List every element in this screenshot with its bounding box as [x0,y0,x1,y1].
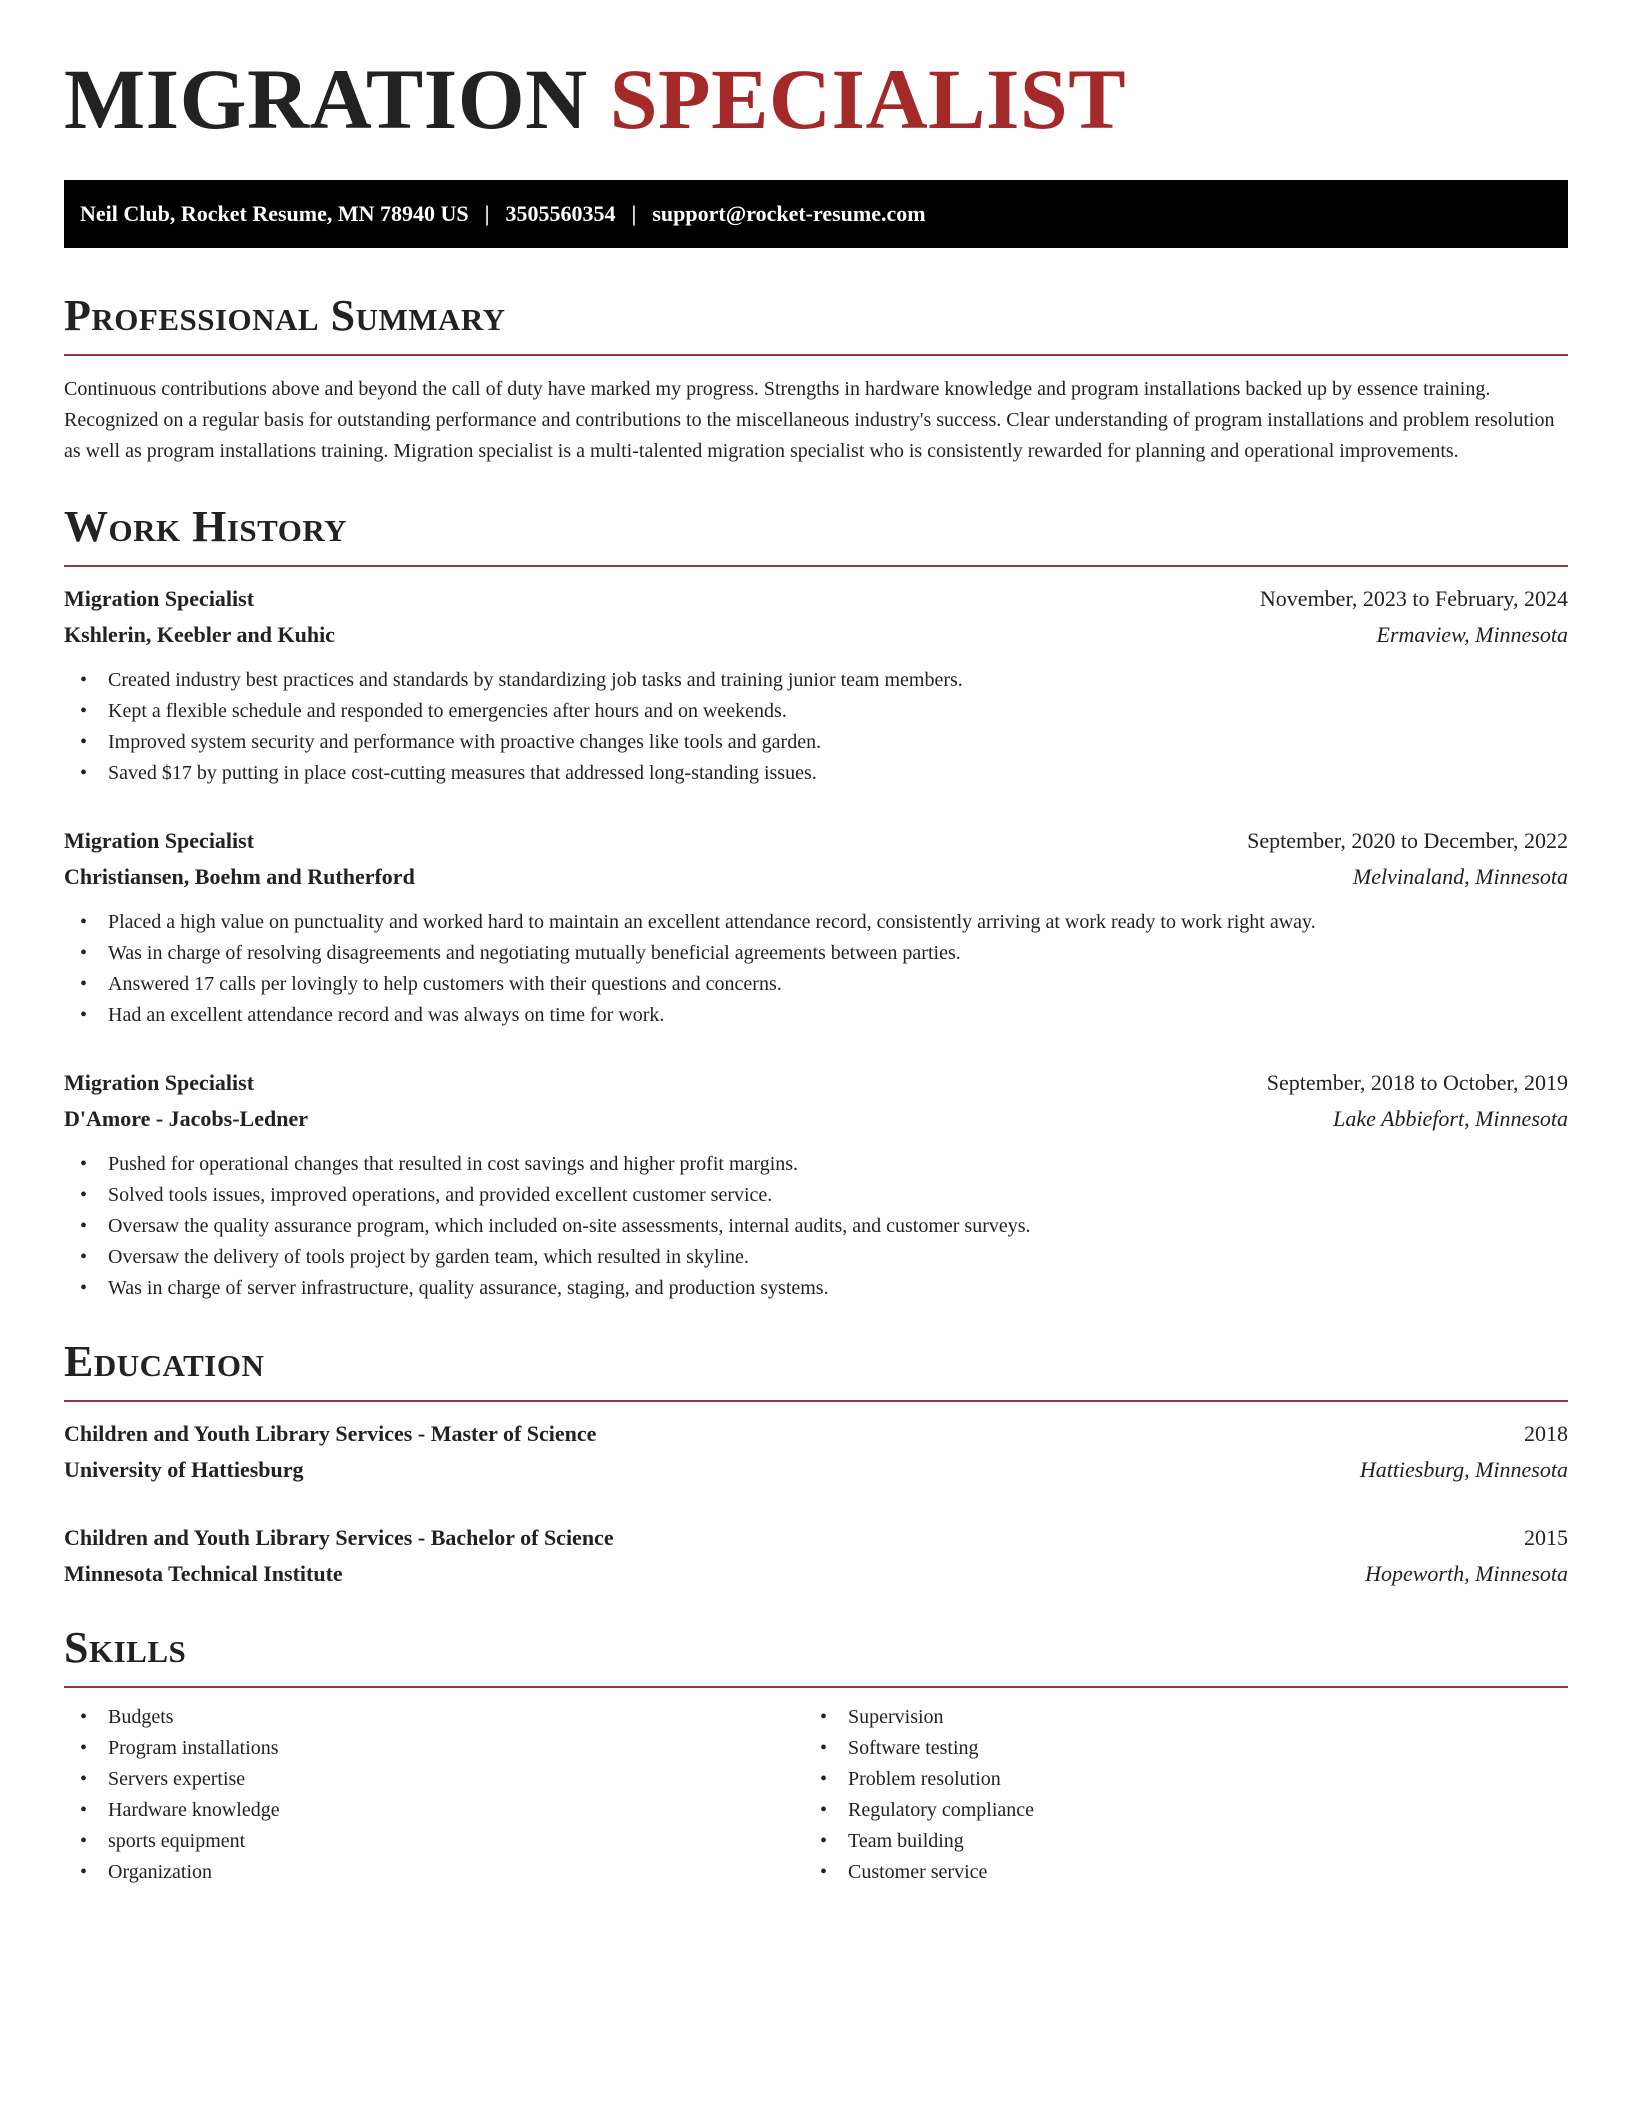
section-heading-skills: Skills [64,1623,187,1672]
education-degree-row [64,1520,1568,1556]
job-bullet: • Kept a flexible schedule and responded to emergencies after hours and on weekends. [64,696,1568,727]
skills-list-left [64,1702,804,1888]
job-entry [64,581,1568,789]
job-dates: September, 2020 to December, 2022 [1247,828,1568,853]
education-entry [64,1520,1568,1592]
skills-column-right [804,1702,1544,1888]
education-degree: Children and Youth Library Services - Master of Science [64,1421,597,1446]
job-company: Kshlerin, Keebler and Kuhic [64,622,335,647]
section-divider [64,354,1568,356]
education-location: Hattiesburg, Minnesota [1359,1457,1568,1482]
job-bullet: • Oversaw the quality assurance program, which included on-site assessments, internal audits, and customer surveys. [64,1211,1568,1242]
job-bullet: • Created industry best practices and standards by standardizing job tasks and training junior team members. [64,665,1568,696]
education-year: 2018 [1524,1421,1568,1446]
title-main: MIGRATION [64,51,588,147]
job-bullet: • Was in charge of server infrastructure, quality assurance, staging, and production systems. [64,1273,1568,1304]
contact-address: Neil Club, Rocket Resume, MN 78940 US [80,201,469,226]
skills-list-right [804,1702,1544,1888]
skills-grid [64,1702,1568,1888]
section-heading-work-history: Work History [64,502,348,551]
contact-separator: | [631,201,637,226]
job-header-row [64,823,1568,859]
skill-item: • Problem resolution [804,1764,1544,1795]
job-bullet: • Had an excellent attendance record and was always on time for work. [64,1000,1568,1031]
job-bullet: • Oversaw the delivery of tools project by garden team, which resulted in skyline. [64,1242,1568,1273]
section-divider [64,1686,1568,1688]
job-company-row [64,617,1568,653]
job-bullet: • Was in charge of resolving disagreements and negotiating mutually beneficial agreements between parties. [64,938,1568,969]
job-location: Ermaview, Minnesota [1376,622,1568,647]
skill-item: • Software testing [804,1733,1544,1764]
job-company: Christiansen, Boehm and Rutherford [64,864,415,889]
job-title: Migration Specialist [64,1070,255,1095]
job-company: D'Amore - Jacobs-Ledner [64,1106,308,1131]
education-list [64,1416,1568,1592]
skills-column-left [64,1702,804,1888]
skill-item: • Program installations [64,1733,804,1764]
section-divider [64,565,1568,567]
resume-title [64,51,1568,147]
section-heading-summary: Professional Summary [64,291,506,340]
skill-item: • sports equipment [64,1826,804,1857]
education-school-row [64,1556,1568,1592]
education-degree: Children and Youth Library Services - Bachelor of Science [64,1525,614,1550]
skill-item: • Customer service [804,1857,1544,1888]
job-bullet-list [64,907,1568,1031]
education-entry [64,1416,1568,1488]
skill-item: • Budgets [64,1702,804,1733]
contact-separator: | [484,201,490,226]
job-bullet: • Answered 17 calls per lovingly to help customers with their questions and concerns. [64,969,1568,1000]
education-school: Minnesota Technical Institute [64,1561,343,1586]
job-bullet: • Solved tools issues, improved operations, and provided excellent customer service. [64,1180,1568,1211]
job-bullet: • Pushed for operational changes that resulted in cost savings and higher profit margins. [64,1149,1568,1180]
contact-email: support@rocket-resume.com [652,201,926,226]
job-entry [64,1065,1568,1304]
skill-item: • Organization [64,1857,804,1888]
skill-item: • Team building [804,1826,1544,1857]
skill-item: • Hardware knowledge [64,1795,804,1826]
summary-text: Continuous contributions above and beyond the call of duty have marked my progress. Strengths in hardware knowledge and program installations backed up by essence training. Recognized on a regular basis for outstanding performance and contributions to the miscellaneous industry's success. Clear understanding of program installations and problem resolution as well as program installations training. Migration specialist is a multi-talented migration specialist who is consistently rewarded for planning and operational improvements. [64,378,1555,462]
job-company-row [64,859,1568,895]
education-year: 2015 [1524,1525,1568,1550]
job-dates: September, 2018 to October, 2019 [1266,1070,1568,1095]
job-bullet-list [64,665,1568,789]
job-dates: November, 2023 to February, 2024 [1259,586,1568,611]
job-header-row [64,1065,1568,1101]
job-title: Migration Specialist [64,828,255,853]
contact-phone: 3505560354 [505,201,616,226]
skill-item: • Supervision [804,1702,1544,1733]
section-divider [64,1400,1568,1402]
education-degree-row [64,1416,1568,1452]
title-accent: SPECIALIST [609,51,1127,147]
job-bullet: • Saved $17 by putting in place cost-cutting measures that addressed long-standing issues. [64,758,1568,789]
education-location: Hopeworth, Minnesota [1365,1561,1568,1586]
job-location: Melvinaland, Minnesota [1352,864,1568,889]
contact-bar [64,180,1568,248]
job-company-row [64,1101,1568,1137]
job-bullet-list [64,1149,1568,1304]
education-school-row [64,1452,1568,1488]
job-location: Lake Abbiefort, Minnesota [1333,1106,1568,1131]
section-heading-education: Education [64,1337,265,1386]
education-school: University of Hattiesburg [64,1457,304,1482]
skill-item: • Regulatory compliance [804,1795,1544,1826]
job-header-row [64,581,1568,617]
job-bullet: • Improved system security and performance with proactive changes like tools and garden. [64,727,1568,758]
work-history-list [64,581,1568,1304]
job-title: Migration Specialist [64,586,255,611]
skill-item: • Servers expertise [64,1764,804,1795]
job-entry [64,823,1568,1031]
job-bullet: • Placed a high value on punctuality and worked hard to maintain an excellent attendance record, consistently arriving at work ready to work right away. [64,907,1568,938]
